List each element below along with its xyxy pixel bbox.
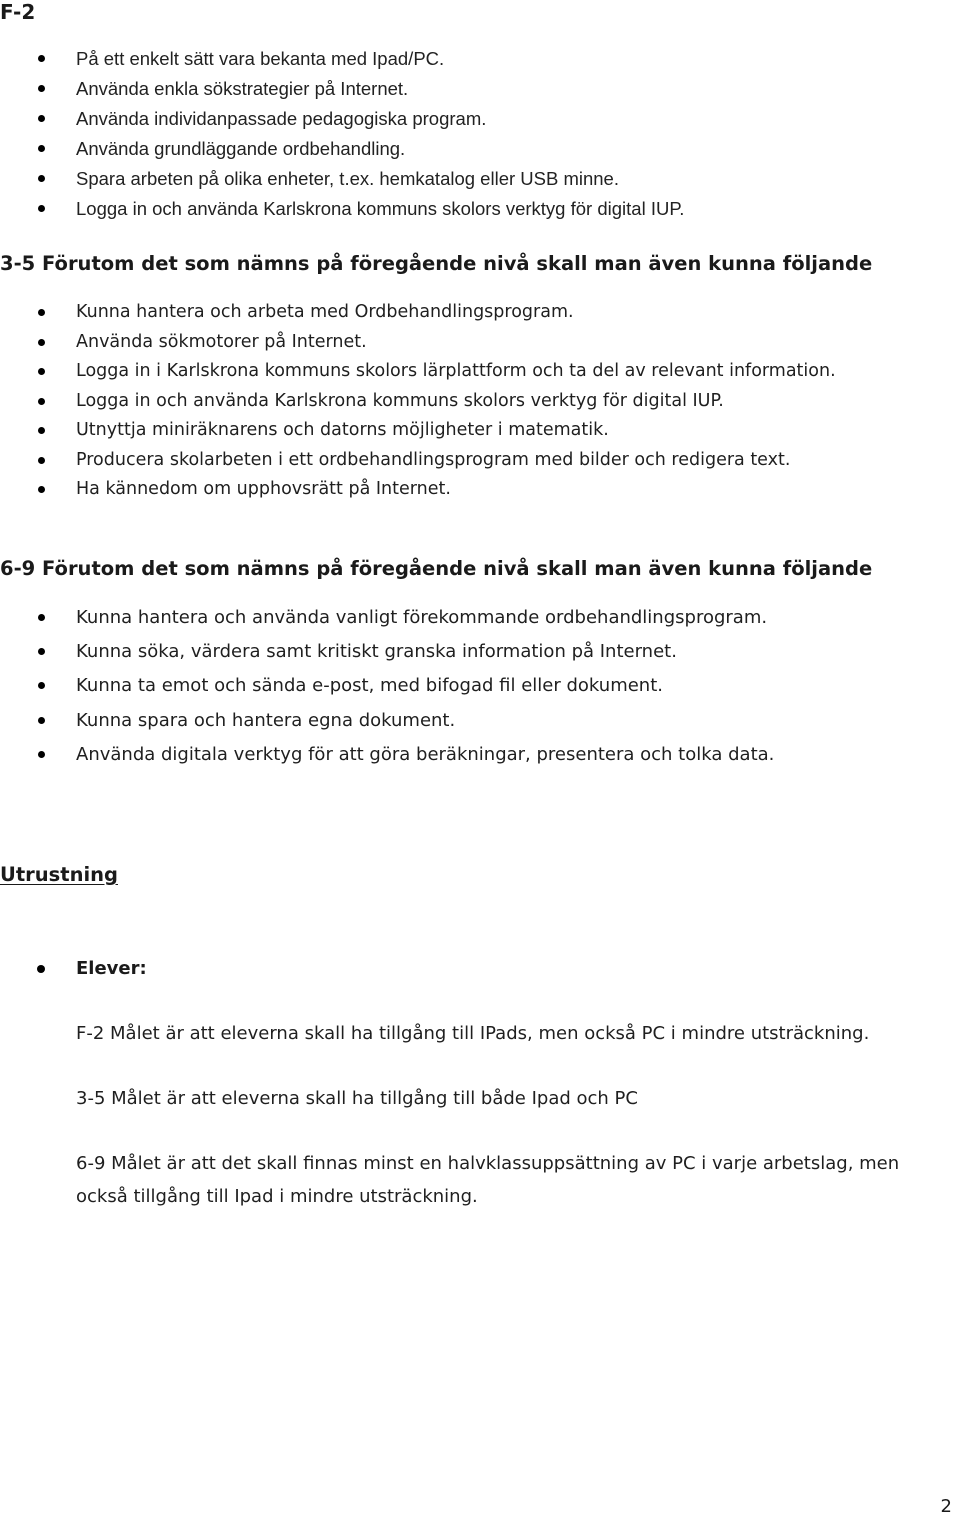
level-6-9-list xyxy=(0,601,774,772)
level-3-5-list xyxy=(0,298,836,505)
bullet-icon xyxy=(38,682,45,689)
bullet-icon xyxy=(38,339,45,346)
bullet-icon xyxy=(38,648,45,655)
list-item xyxy=(0,704,774,738)
list-item-text: Använda enkla sökstrategier på Internet. xyxy=(76,78,409,99)
list-item xyxy=(0,298,836,328)
bullet-icon xyxy=(38,751,45,758)
list-item xyxy=(0,104,684,134)
list-item-text: Kunna ta emot och sända e-post, med bifogad fil eller dokument. xyxy=(76,675,663,697)
list-item xyxy=(0,446,836,476)
list-item xyxy=(0,601,774,635)
f2-list xyxy=(0,44,684,224)
heading-level-6-9: 6-9 Förutom det som nämns på föregående nivå skall man även kunna följande xyxy=(0,557,873,580)
list-item-text: Ha kännedom om upphovsrätt på Internet. xyxy=(76,479,451,499)
list-item xyxy=(0,74,684,104)
list-item xyxy=(0,738,774,772)
paragraph-f2: F-2 Målet är att eleverna skall ha tillgång till IPads, men också PC i mindre utsträckning. xyxy=(76,1023,870,1044)
bullet-icon xyxy=(38,486,45,493)
elever-label: Elever: xyxy=(76,958,147,979)
list-item-text: På ett enkelt sätt vara bekanta med Ipad/PC. xyxy=(76,48,445,69)
list-item xyxy=(0,194,684,224)
bullet-icon xyxy=(38,368,45,375)
bullet-icon xyxy=(38,115,45,122)
list-item xyxy=(0,164,684,194)
bullet-icon xyxy=(38,175,45,182)
list-item xyxy=(0,669,774,703)
list-item-text: Kunna söka, värdera samt kritiskt granska information på Internet. xyxy=(76,641,677,663)
list-item-text: Använda sökmotorer på Internet. xyxy=(76,331,367,352)
heading-f2: F-2 xyxy=(0,0,36,24)
list-item-text: Logga in och använda Karlskrona kommuns skolors verktyg för digital IUP. xyxy=(76,390,724,411)
list-item-text: Producera skolarbeten i ett ordbehandlingsprogram med bilder och redigera text. xyxy=(76,449,791,470)
bullet-icon xyxy=(38,85,45,92)
list-item-text: Kunna hantera och arbeta med Ordbehandlingsprogram. xyxy=(76,302,574,322)
bullet-icon xyxy=(38,427,45,434)
list-item xyxy=(0,134,684,164)
page-number: 2 xyxy=(940,1496,952,1517)
paragraph-6-9-line-2: också tillgång till Ipad i mindre utsträckning. xyxy=(76,1186,478,1207)
list-item xyxy=(0,416,836,446)
list-item-text: Logga in och använda Karlskrona kommuns skolors verktyg för digital IUP. xyxy=(76,198,685,219)
bullet-icon xyxy=(38,145,45,152)
list-item xyxy=(0,44,684,74)
list-item xyxy=(0,357,836,387)
list-item-text: Använda digitala verktyg för att göra beräkningar, presentera och tolka data. xyxy=(76,743,775,765)
list-item-text: Använda individanpassade pedagogiska program. xyxy=(76,108,487,129)
bullet-icon xyxy=(38,205,45,212)
bullet-icon xyxy=(38,614,45,621)
bullet-icon xyxy=(38,309,45,316)
list-item-text: Utnyttja miniräknarens och datorns möjligheter i matematik. xyxy=(76,420,609,440)
bullet-icon xyxy=(38,457,45,464)
list-item-text: Spara arbeten på olika enheter, t.ex. hemkatalog eller USB minne. xyxy=(76,168,619,189)
list-item-text: Logga in i Karlskrona kommuns skolors lärplattform och ta del av relevant information. xyxy=(76,361,836,381)
heading-level-3-5: 3-5 Förutom det som nämns på föregående nivå skall man även kunna följande xyxy=(0,252,873,275)
paragraph-6-9-line-1: 6-9 Målet är att det skall finnas minst en halvklassuppsättning av PC i varje arbetslag, men xyxy=(76,1153,900,1174)
paragraph-3-5: 3-5 Målet är att eleverna skall ha tillgång till både Ipad och PC xyxy=(76,1088,638,1109)
list-item xyxy=(0,635,774,669)
bullet-icon xyxy=(38,398,45,405)
list-item-text: Kunna hantera och använda vanligt förekommande ordbehandlingsprogram. xyxy=(76,607,768,628)
bullet-icon xyxy=(38,717,45,724)
list-item xyxy=(0,387,836,417)
elever-item xyxy=(0,955,147,983)
bullet-icon xyxy=(37,965,45,973)
list-item-text: Kunna spara och hantera egna dokument. xyxy=(76,709,456,731)
list-item xyxy=(0,328,836,358)
list-item-text: Använda grundläggande ordbehandling. xyxy=(76,138,406,159)
list-item xyxy=(0,475,836,505)
bullet-icon xyxy=(38,55,45,62)
heading-utrustning: Utrustning xyxy=(0,863,118,886)
